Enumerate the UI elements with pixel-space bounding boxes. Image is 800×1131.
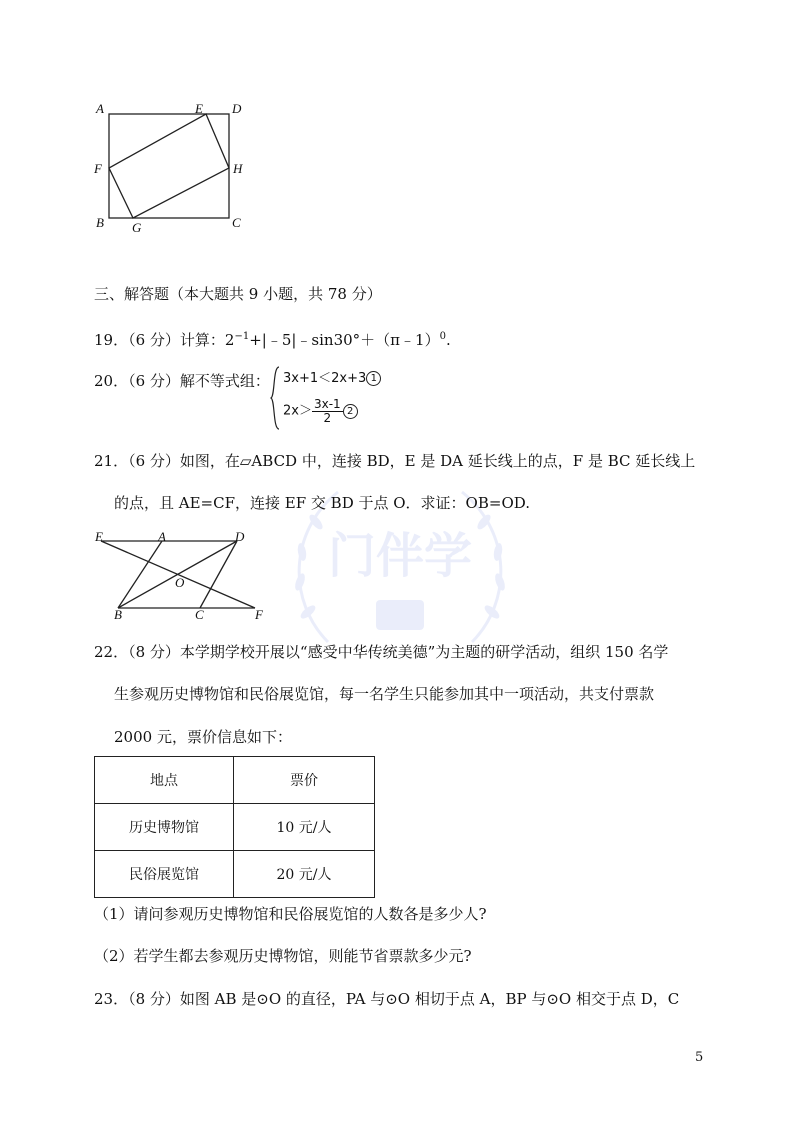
question-22-line-2: 生参观历史博物馆和民俗展览馆，每一名学生只能参加其中一项活动，共支付票款 xyxy=(114,685,655,703)
table-cell: 民俗展览馆 xyxy=(95,851,234,898)
figure-rectangle-efgh xyxy=(100,100,250,235)
label-C2: C xyxy=(195,607,204,622)
table-cell: 10 元/人 xyxy=(234,804,375,851)
system-brace xyxy=(270,366,280,430)
fraction-numerator: 3x-1 xyxy=(313,397,341,411)
label-A2: A xyxy=(158,529,166,544)
inequality-2-left: 2x＞ xyxy=(283,403,312,419)
inequality-1 xyxy=(283,371,381,387)
q19-middle: +|﹣5|﹣sin30°＋（π﹣1） xyxy=(249,331,440,349)
label-A: A xyxy=(96,101,104,116)
question-21-line-2: 的点，且 AE=CF，连接 EF 交 BD 于点 O．求证：OB=OD. xyxy=(114,494,530,512)
label-G: G xyxy=(132,220,142,235)
table-header-cell: 地点 xyxy=(95,757,234,804)
label-E: E xyxy=(195,101,203,116)
q19-exponent-2: 0 xyxy=(439,331,446,342)
label-D: D xyxy=(232,101,242,116)
label-F2: F xyxy=(255,607,263,622)
table-cell: 20 元/人 xyxy=(234,851,375,898)
label-H: H xyxy=(233,161,243,176)
question-22-sub-1: （1）请问参观历史博物馆和民俗展览馆的人数各是多少人? xyxy=(94,905,487,923)
label-B: B xyxy=(96,215,104,230)
question-19 xyxy=(94,327,451,350)
question-23-line-1: 23．（8 分）如图 AB 是⊙O 的直径，PA 与⊙O 相切于点 A，BP 与⊙O 相交于点 D，C xyxy=(94,990,680,1008)
section-heading: 三、解答题（本大题共 9 小题，共 78 分） xyxy=(94,285,382,303)
label-F: F xyxy=(94,161,102,176)
figure-parallelogram xyxy=(95,530,275,620)
circled-number-1: 1 xyxy=(366,371,381,386)
q19-prefix: 19．（6 分）计算：2 xyxy=(94,331,235,349)
label-D2: D xyxy=(235,529,245,544)
table-header-row xyxy=(95,757,375,804)
fraction xyxy=(312,398,343,425)
question-20-prefix: 20．（6 分）解不等式组： xyxy=(94,372,270,390)
question-22-sub-2: （2）若学生都去参观历史博物馆，则能节省票款多少元? xyxy=(94,947,472,965)
table-cell: 历史博物馆 xyxy=(95,804,234,851)
inequality-2 xyxy=(283,398,358,425)
fraction-denominator: 2 xyxy=(323,411,332,425)
label-C: C xyxy=(232,215,241,230)
ticket-price-table xyxy=(94,756,375,898)
question-22-line-3: 2000 元，票价信息如下： xyxy=(114,728,292,746)
table-header-cell: 票价 xyxy=(234,757,375,804)
q19-suffix: . xyxy=(445,331,451,349)
label-E2: E xyxy=(95,529,103,544)
q19-exponent-1: −1 xyxy=(234,331,250,342)
question-22-line-1: 22．（8 分）本学期学校开展以“感受中华传统美德”为主题的研学活动，组织 150 名学 xyxy=(94,643,669,661)
page-number: 5 xyxy=(695,1050,704,1065)
question-21-line-1: 21．（6 分）如图，在▱ABCD 中，连接 BD，E 是 DA 延长线上的点，F 是 BC 延长线上 xyxy=(94,452,696,470)
inequality-1-text: 3x+1＜2x+3 xyxy=(283,371,367,386)
label-O2: O xyxy=(175,575,185,590)
watermark-text: 门伴学 xyxy=(327,528,473,584)
table-row xyxy=(95,851,375,898)
label-B2: B xyxy=(114,607,122,622)
table-row xyxy=(95,804,375,851)
circled-number-2: 2 xyxy=(343,404,358,419)
